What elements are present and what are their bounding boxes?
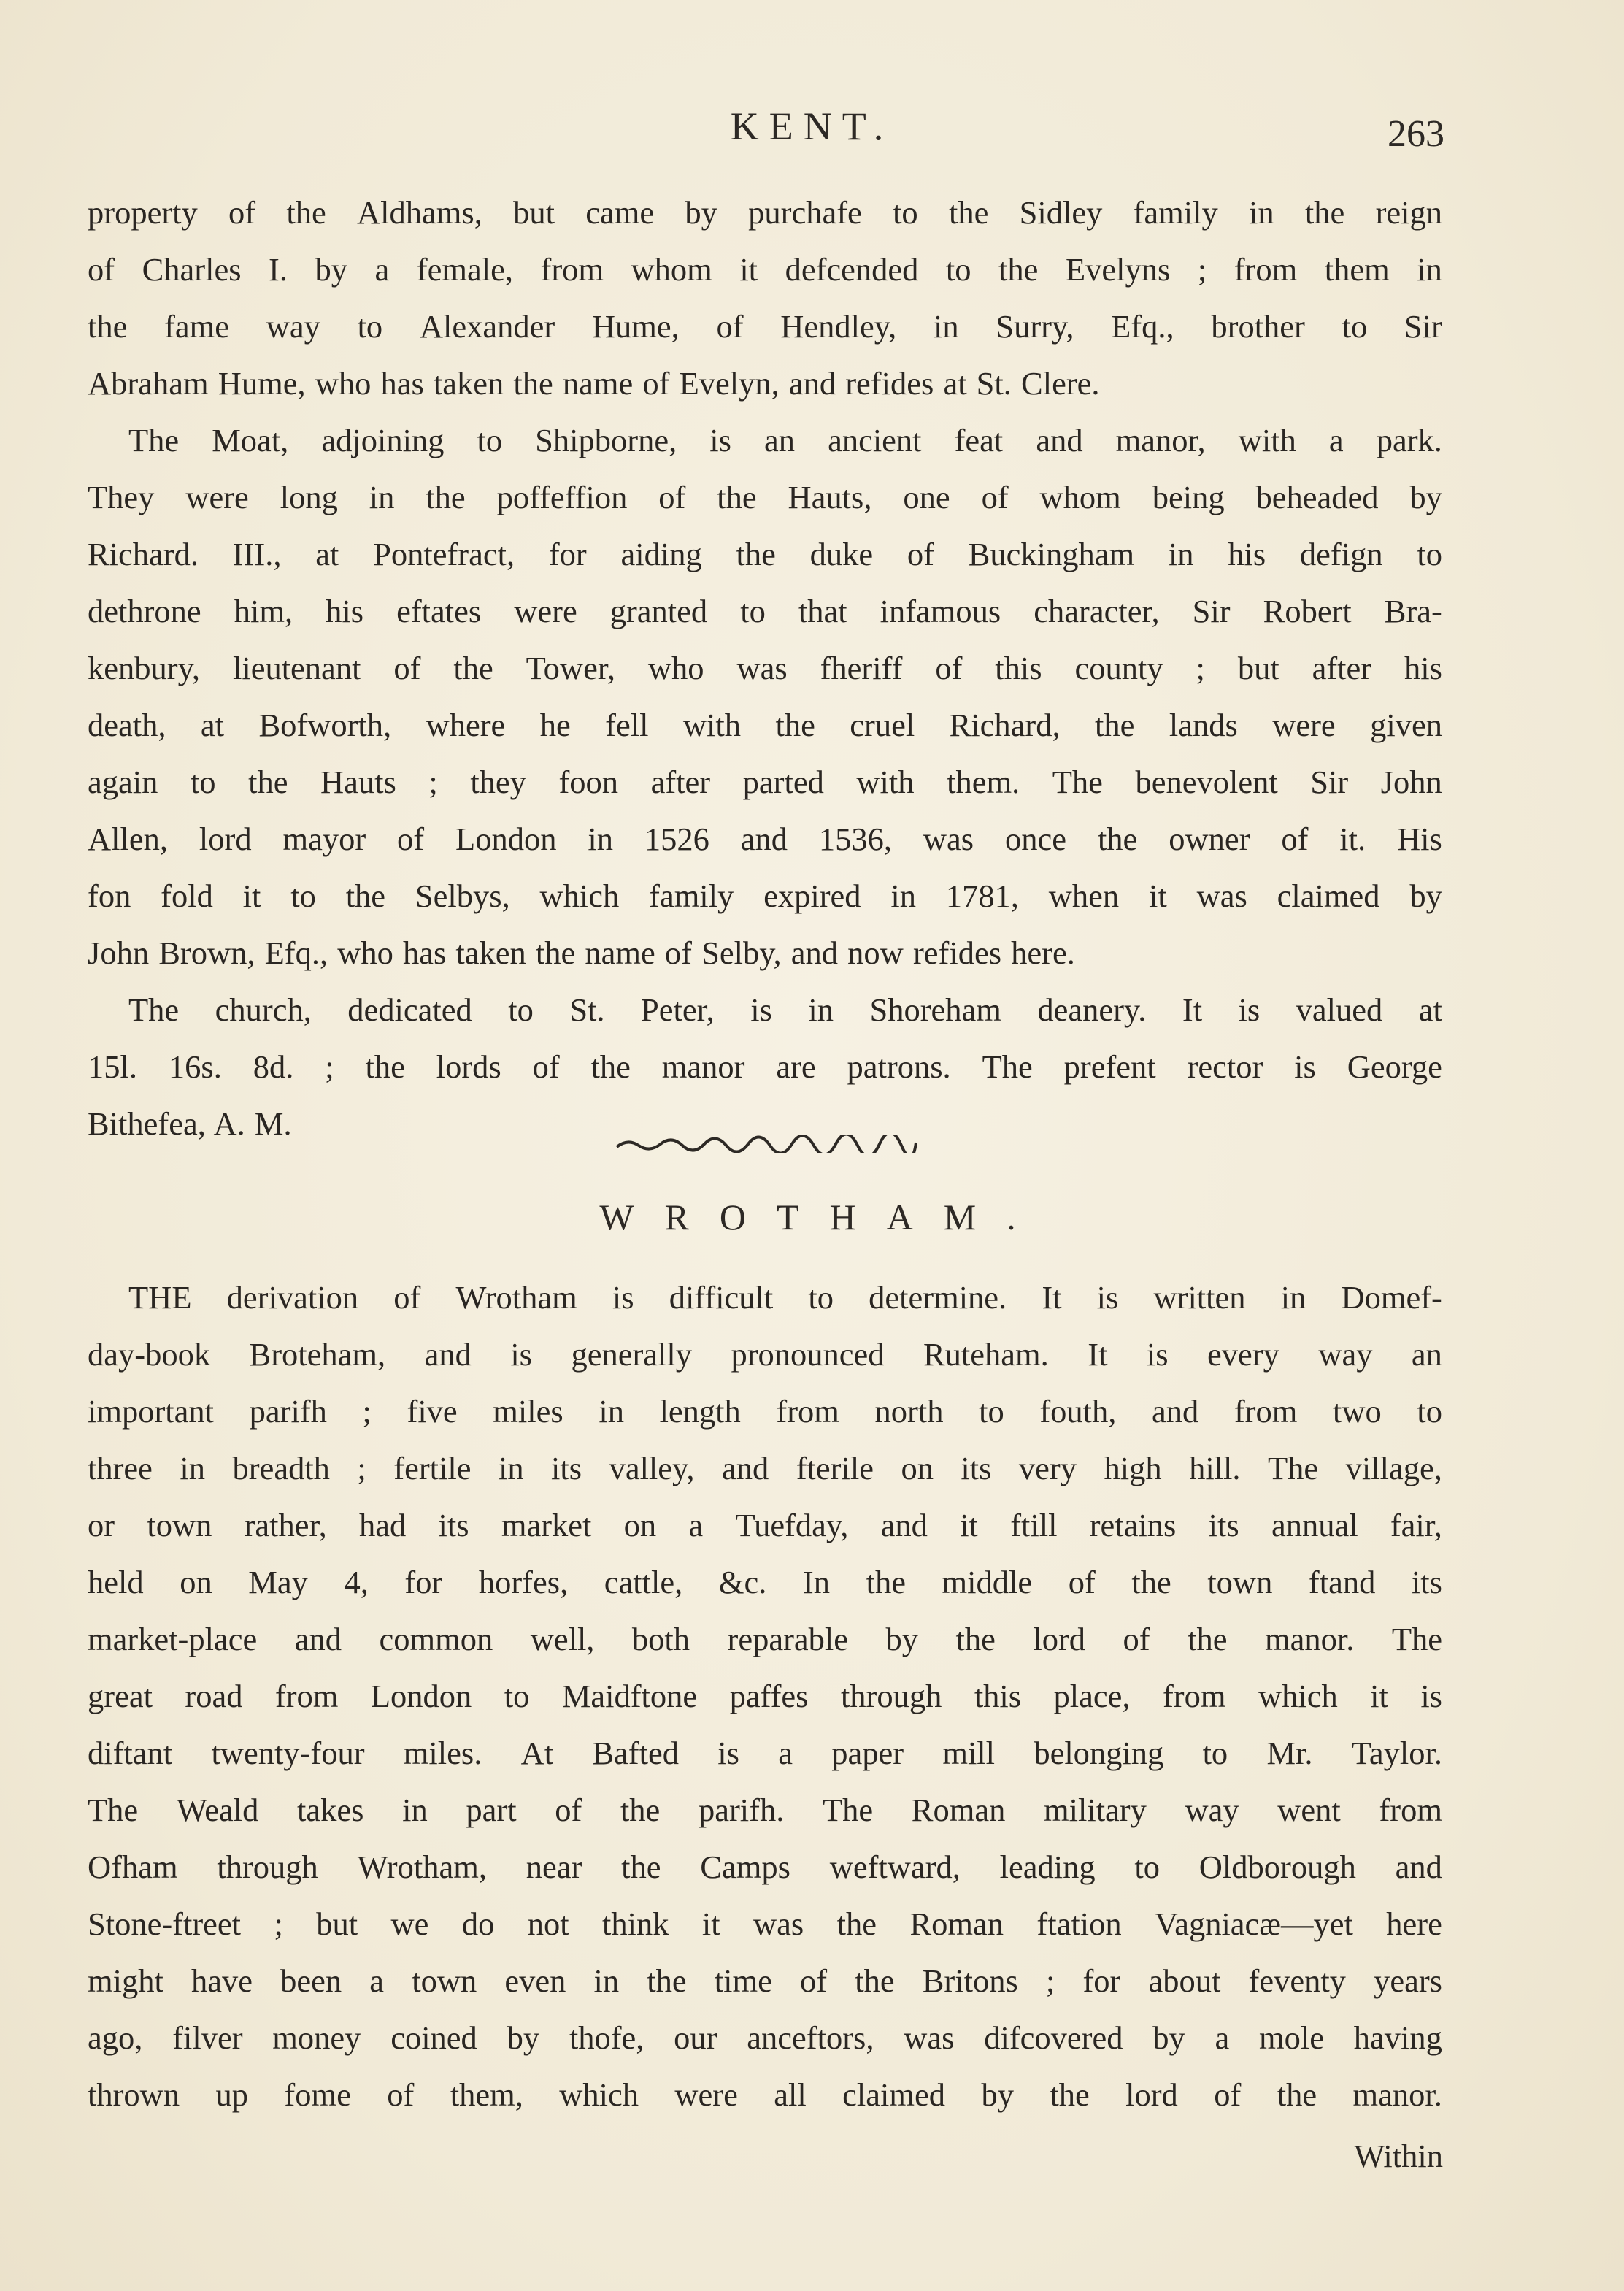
text-line: property of the Aldhams, but came by purchafe to the Sidley family in the reign: [88, 194, 1442, 231]
catchword: Within: [1354, 2138, 1443, 2174]
text-line: The Moat, adjoining to Shipborne, is an ancient feat and manor, with a park.: [128, 422, 1442, 458]
text-line: diftant twenty-four miles. At Bafted is a paper mill belonging to Mr. Taylor.: [88, 1735, 1442, 1771]
text-line: thrown up fome of them, which were all claimed by the lord of the manor.: [88, 2076, 1442, 2113]
text-line: again to the Hauts ; they foon after parted with them. The benevolent Sir John: [88, 764, 1442, 800]
text-block-bottom: [88, 1269, 1442, 2123]
text-line: Stone-ftreet ; but we do not think it was the Roman ftation Vagniacæ—yet here: [88, 1906, 1442, 1942]
text-line: death, at Bofworth, where he fell with the cruel Richard, the lands were given: [88, 707, 1442, 743]
text-line: THE derivation of Wrotham is difficult to determine. It is written in Domef-: [128, 1279, 1442, 1316]
page-number: 263: [1388, 113, 1444, 155]
text-line: John Brown, Efq., who has taken the name of Selby, and now refides here.: [88, 935, 1075, 971]
text-line: dethrone him, his eftates were granted to that infamous character, Sir Robert Bra-: [88, 593, 1442, 629]
text-line: the fame way to Alexander Hume, of Hendley, in Surry, Efq., brother to Sir: [88, 308, 1442, 345]
text-line: Allen, lord mayor of London in 1526 and 1536, was once the owner of it. His: [88, 821, 1442, 857]
text-line: ago, filver money coined by thofe, our anceftors, was difcovered by a mole having: [88, 2019, 1442, 2056]
text-line: 15l. 16s. 8d. ; the lords of the manor are patrons. The prefent rector is George: [88, 1048, 1442, 1085]
text-line: market-place and common well, both reparable by the lord of the manor. The: [88, 1621, 1442, 1657]
text-line: or town rather, had its market on a Tuefday, and it ftill retains its annual fair,: [88, 1507, 1442, 1543]
text-block-top: [88, 184, 1442, 1152]
page-header: [0, 104, 1624, 162]
text-line: of Charles I. by a female, from whom it defcended to the Evelyns ; from them in: [88, 251, 1442, 288]
text-line: great road from London to Maidftone paffes through this place, from which it is: [88, 1678, 1442, 1714]
text-line: The church, dedicated to St. Peter, is in Shoreham deanery. It is valued at: [128, 991, 1442, 1028]
text-line: Bithefea, A. M.: [88, 1105, 292, 1142]
text-line: three in breadth ; fertile in its valley, and fterile on its very high hill. The village,: [88, 1450, 1442, 1486]
text-line: Ofham through Wrotham, near the Camps weftward, leading to Oldborough and: [88, 1849, 1442, 1885]
text-line: held on May 4, for horfes, cattle, &c. In the middle of the town ftand its: [88, 1564, 1442, 1600]
text-line: important parifh ; five miles in length from north to fouth, and from two to: [88, 1393, 1442, 1430]
section-ornament: [613, 1135, 920, 1153]
text-line: might have been a town even in the time of the Britons ; for about feventy years: [88, 1962, 1442, 1999]
text-line: kenbury, lieutenant of the Tower, who was fheriff of this county ; but after his: [88, 650, 1442, 686]
text-line: The Weald takes in part of the parifh. The Roman military way went from: [88, 1792, 1442, 1828]
running-head: KENT.: [730, 104, 894, 148]
text-line: Abraham Hume, who has taken the name of Evelyn, and refides at St. Clere.: [88, 365, 1100, 402]
text-line: fon fold it to the Selbys, which family expired in 1781, when it was claimed by: [88, 878, 1442, 914]
text-line: They were long in the poffeffion of the Hauts, one of whom being beheaded by: [88, 479, 1442, 515]
text-line: day-book Broteham, and is generally pronounced Ruteham. It is every way an: [88, 1336, 1442, 1373]
section-title: WROTHAM.: [599, 1197, 1047, 1237]
text-line: Richard. III., at Pontefract, for aiding the duke of Buckingham in his defign to: [88, 536, 1442, 572]
